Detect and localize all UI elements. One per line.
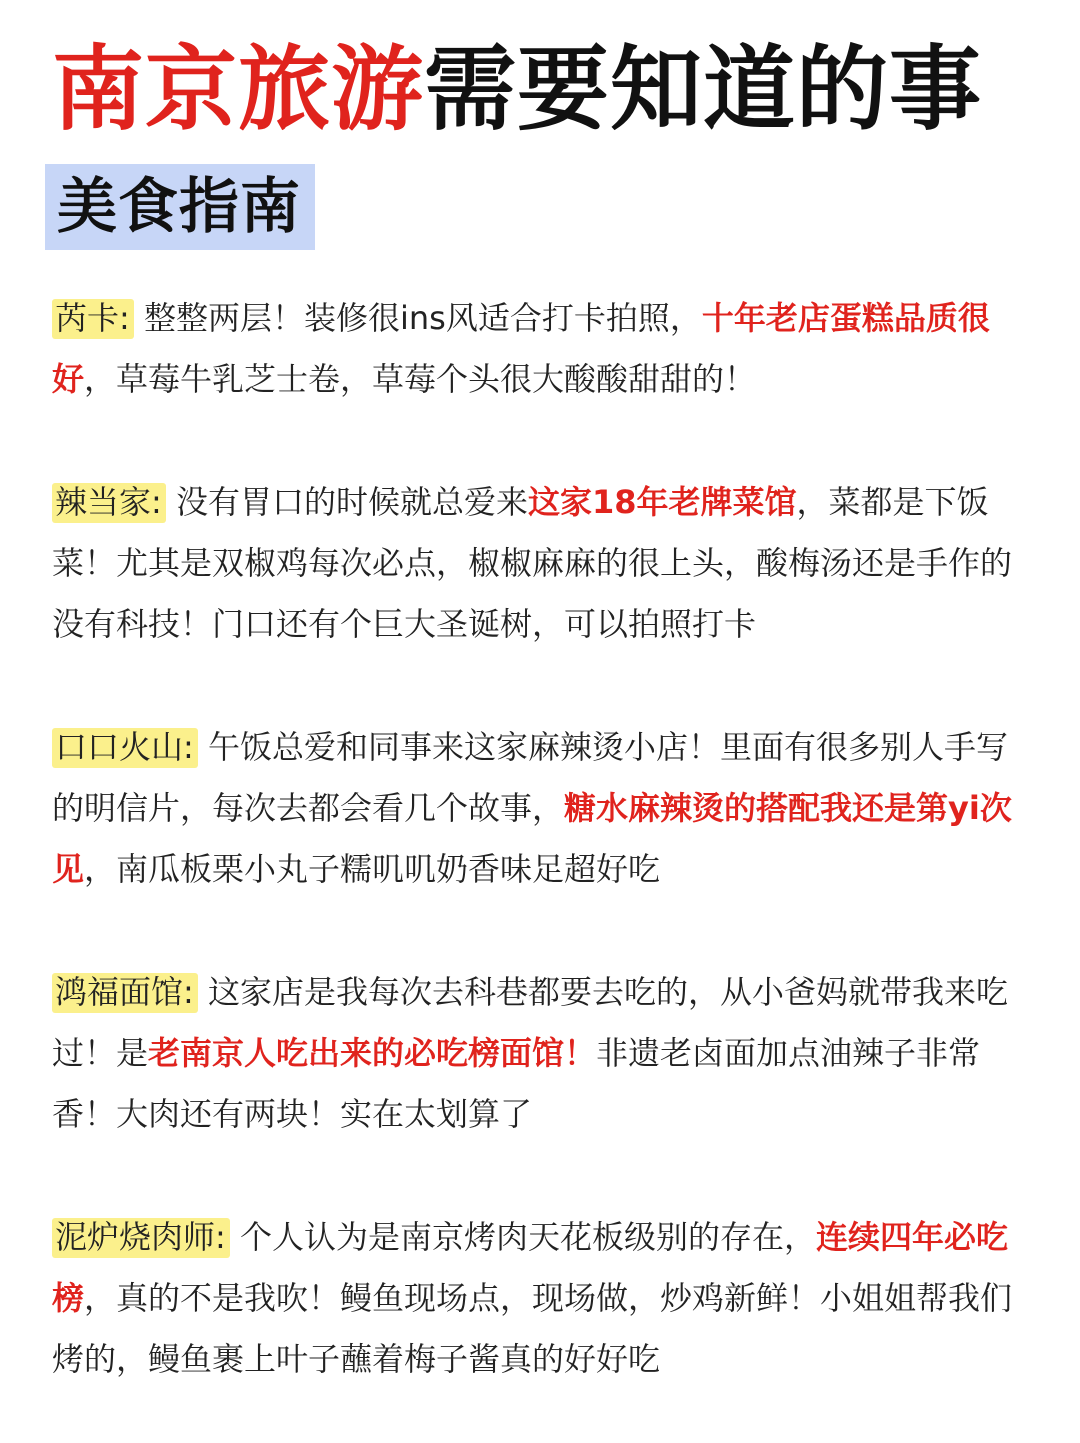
- restaurant-name: 鸿福面馆:: [52, 973, 198, 1013]
- restaurant-entry-4: [52, 962, 1027, 1145]
- description-text: 非遗老卤面加点油辣子非常香！大肉还有两块！实在太划算了: [52, 1034, 981, 1133]
- description-text: 个人认为是南京烤肉天花板级别的存在，: [239, 1218, 816, 1256]
- highlight-text: 十年老店蛋糕品质很好: [52, 299, 990, 398]
- highlight-text: 糖水麻辣烫的搭配我还是第yi次见: [52, 789, 1012, 888]
- restaurant-entry-1: [52, 288, 1027, 410]
- description-text: 整整两层！装修很ins风适合打卡拍照，: [143, 299, 702, 337]
- highlight-text: 这家18年老牌菜馆: [527, 483, 797, 521]
- highlight-text: 老南京人吃出来的必吃榜面馆！: [148, 1034, 597, 1072]
- description-text: 午饭总爱和同事来这家麻辣烫小店！里面有很多别人手写的明信片，每次去都会看几个故事，: [52, 728, 1008, 827]
- title-red-part: 南京旅游: [52, 36, 425, 143]
- title-black-part: 需要知道的事: [424, 36, 983, 143]
- description-text: ，菜都是下饭菜！尤其是双椒鸡每次必点，椒椒麻麻的很上头，酸梅汤还是手作的没有科技！门口还有个巨大圣诞树，可以拍照打卡: [52, 483, 1013, 643]
- description-text: ，南瓜板栗小丸子糯叽叽奶香味足超好吃: [84, 850, 661, 888]
- description-text: ，真的不是我吹！鳗鱼现场点，现场做，炒鸡新鲜！小姐姐帮我们烤的，鳗鱼裹上叶子蘸着梅子酱真的好好吃: [52, 1279, 1013, 1378]
- restaurant-entry-2: [52, 472, 1027, 655]
- restaurant-name: 芮卡:: [52, 299, 134, 339]
- restaurant-name: 口口火山:: [52, 728, 198, 768]
- restaurant-entry-5: [52, 1207, 1027, 1390]
- highlight-text: 连续四年必吃榜: [52, 1218, 1008, 1317]
- restaurant-name: 泥炉烧肉师:: [52, 1218, 230, 1258]
- restaurant-name: 辣当家:: [52, 483, 166, 523]
- description-text: 没有胃口的时候就总爱来: [175, 483, 528, 521]
- description-text: ，草莓牛乳芝士卷，草莓个头很大酸酸甜甜的！: [84, 360, 757, 398]
- description-text: 这家店是我每次去科巷都要去吃的，从小爸妈就带我来吃过！是: [52, 973, 1008, 1072]
- restaurant-entry-3: [52, 717, 1027, 900]
- section-label-food-guide: 美食指南: [45, 164, 315, 250]
- page-title: [52, 30, 1052, 150]
